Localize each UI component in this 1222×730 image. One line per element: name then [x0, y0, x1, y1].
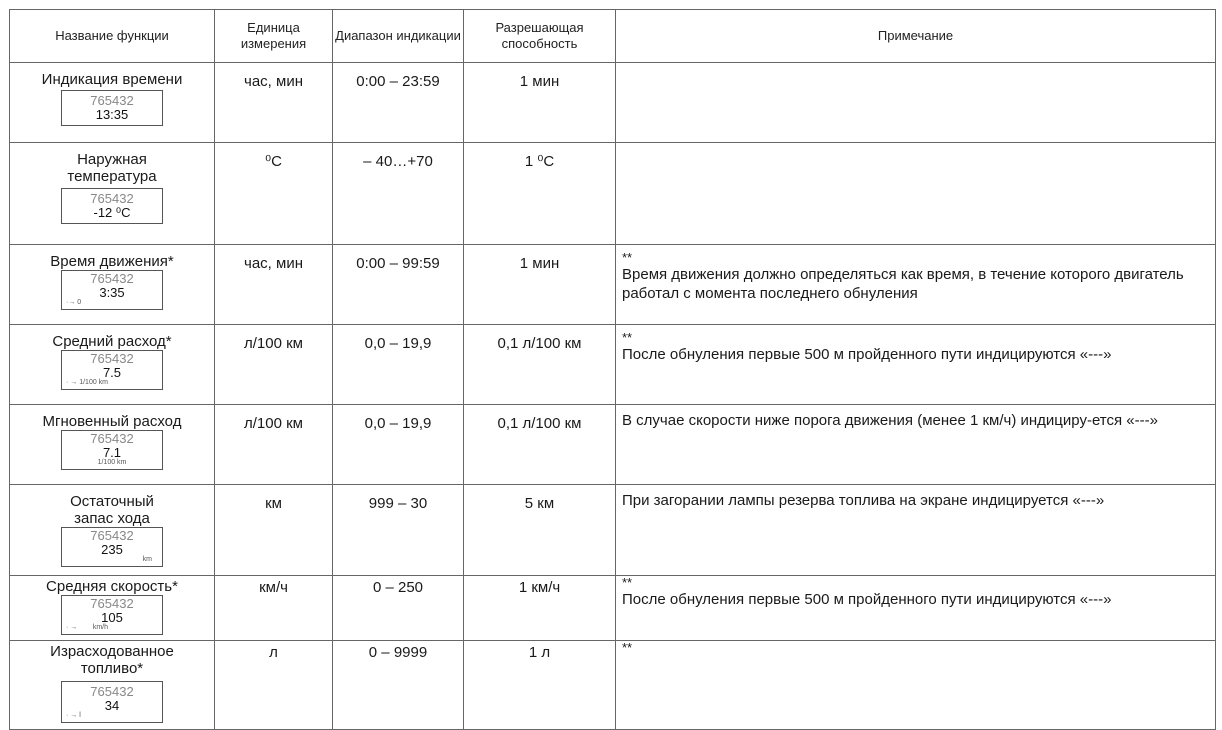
display-digits: 765432	[90, 191, 134, 206]
display-unit-label: 1/100 km	[97, 459, 127, 466]
note-text: После обнуления первые 500 м пройденного пути индицируются «---»	[622, 591, 1112, 608]
display-reading: 3:35	[99, 285, 125, 300]
table-row	[10, 485, 1216, 576]
display-preview	[61, 595, 163, 635]
unit-cell: час, мин	[215, 63, 333, 143]
note-stars: **	[622, 250, 633, 265]
unit-cell: л/100 км	[215, 405, 333, 485]
display-reading: 7.5	[102, 365, 122, 380]
display-reading: -12 ⁰C	[93, 205, 131, 220]
display-preview	[61, 681, 163, 723]
resolution-cell: 0,1 л/100 км	[464, 405, 616, 485]
display-unit-label: · → l	[66, 712, 81, 719]
function-spec-table	[9, 9, 1216, 730]
unit-cell: ⁰C	[215, 143, 333, 245]
function-cell	[10, 245, 215, 325]
table-row	[10, 405, 1216, 485]
note-text: После обнуления первые 500 м пройденного пути индицируются «---»	[622, 346, 1112, 363]
unit-cell: км	[215, 485, 333, 576]
range-cell: 999 – 30	[333, 485, 464, 576]
function-cell	[10, 63, 215, 143]
note-text: При загорании лампы резерва топлива на экране индицируется «---»	[622, 492, 1105, 509]
function-name: Средний расход*	[52, 333, 172, 350]
function-name: Мгновенный расход	[42, 413, 182, 430]
display-reading: 105	[101, 610, 123, 625]
resolution-cell: 5 км	[464, 485, 616, 576]
range-cell: 0,0 – 19,9	[333, 405, 464, 485]
unit-cell: км/ч	[215, 576, 333, 641]
header-function-name: Название функции	[10, 10, 215, 63]
header-note: Примечание	[616, 10, 1216, 63]
table-row	[10, 245, 1216, 325]
display-digits: 765432	[90, 93, 134, 108]
header-unit: Единица измерения	[215, 10, 333, 63]
function-name: Израсходованное топливо*	[50, 643, 174, 677]
note-text: Время движения должно определяться как время, в течение которого двигатель работал с момента последнего обнуления	[622, 266, 1184, 302]
range-cell: – 40…+70	[333, 143, 464, 245]
resolution-cell: 1 км/ч	[464, 576, 616, 641]
display-reading: 235	[101, 542, 123, 557]
function-name: Средняя скорость*	[46, 578, 178, 595]
function-cell	[10, 143, 215, 245]
display-digits: 765432	[90, 351, 134, 366]
display-unit-label: · → 1/100 km	[66, 379, 109, 386]
note-stars: **	[622, 330, 633, 345]
unit-cell: л	[215, 641, 333, 730]
note-cell	[616, 485, 1216, 576]
header-range: Диапазон индикации	[333, 10, 464, 63]
display-digits: 765432	[90, 596, 134, 611]
note-cell	[616, 576, 1216, 641]
function-name: Наружная температура	[67, 151, 157, 185]
display-unit-label: · → km/h	[66, 624, 109, 631]
display-unit-label: km	[142, 556, 152, 563]
range-cell: 0:00 – 99:59	[333, 245, 464, 325]
table-row	[10, 325, 1216, 405]
table-row	[10, 143, 1216, 245]
header-row	[10, 10, 1216, 63]
table-row	[10, 63, 1216, 143]
display-preview	[61, 350, 163, 390]
unit-cell: л/100 км	[215, 325, 333, 405]
note-text: В случае скорости ниже порога движения (менее 1 км/ч) индициру-ется «---»	[622, 412, 1158, 429]
note-cell	[616, 143, 1216, 245]
table-row	[10, 576, 1216, 641]
note-stars: **	[622, 640, 633, 655]
display-preview	[61, 90, 163, 126]
function-cell	[10, 325, 215, 405]
display-digits: 765432	[90, 684, 134, 699]
range-cell: 0 – 250	[333, 576, 464, 641]
note-cell	[616, 325, 1216, 405]
note-stars: **	[622, 575, 633, 590]
header-resolution: Разрешающая способность	[464, 10, 616, 63]
display-preview	[61, 430, 163, 470]
table-row	[10, 641, 1216, 730]
function-cell	[10, 485, 215, 576]
display-reading: 7.1	[102, 445, 122, 460]
function-name: Индикация времени	[41, 71, 183, 88]
range-cell: 0 – 9999	[333, 641, 464, 730]
resolution-cell: 1 ⁰C	[464, 143, 616, 245]
unit-cell: час, мин	[215, 245, 333, 325]
display-preview	[61, 188, 163, 224]
display-reading: 13:35	[95, 107, 129, 122]
resolution-cell: 1 л	[464, 641, 616, 730]
display-digits: 765432	[90, 528, 134, 543]
function-cell	[10, 641, 215, 730]
note-cell	[616, 245, 1216, 325]
display-reading: 34	[104, 698, 120, 713]
display-preview	[61, 527, 163, 567]
display-digits: 765432	[90, 271, 134, 286]
function-cell	[10, 405, 215, 485]
function-name: Время движения*	[50, 253, 174, 270]
resolution-cell: 0,1 л/100 км	[464, 325, 616, 405]
note-cell	[616, 63, 1216, 143]
range-cell: 0,0 – 19,9	[333, 325, 464, 405]
note-cell	[616, 641, 1216, 730]
range-cell: 0:00 – 23:59	[333, 63, 464, 143]
resolution-cell: 1 мин	[464, 245, 616, 325]
resolution-cell: 1 мин	[464, 63, 616, 143]
note-cell	[616, 405, 1216, 485]
display-digits: 765432	[90, 431, 134, 446]
display-unit-label: ·→ 0	[66, 299, 82, 306]
display-preview	[61, 270, 163, 310]
function-name: Остаточный запас хода	[70, 493, 154, 527]
function-cell	[10, 576, 215, 641]
